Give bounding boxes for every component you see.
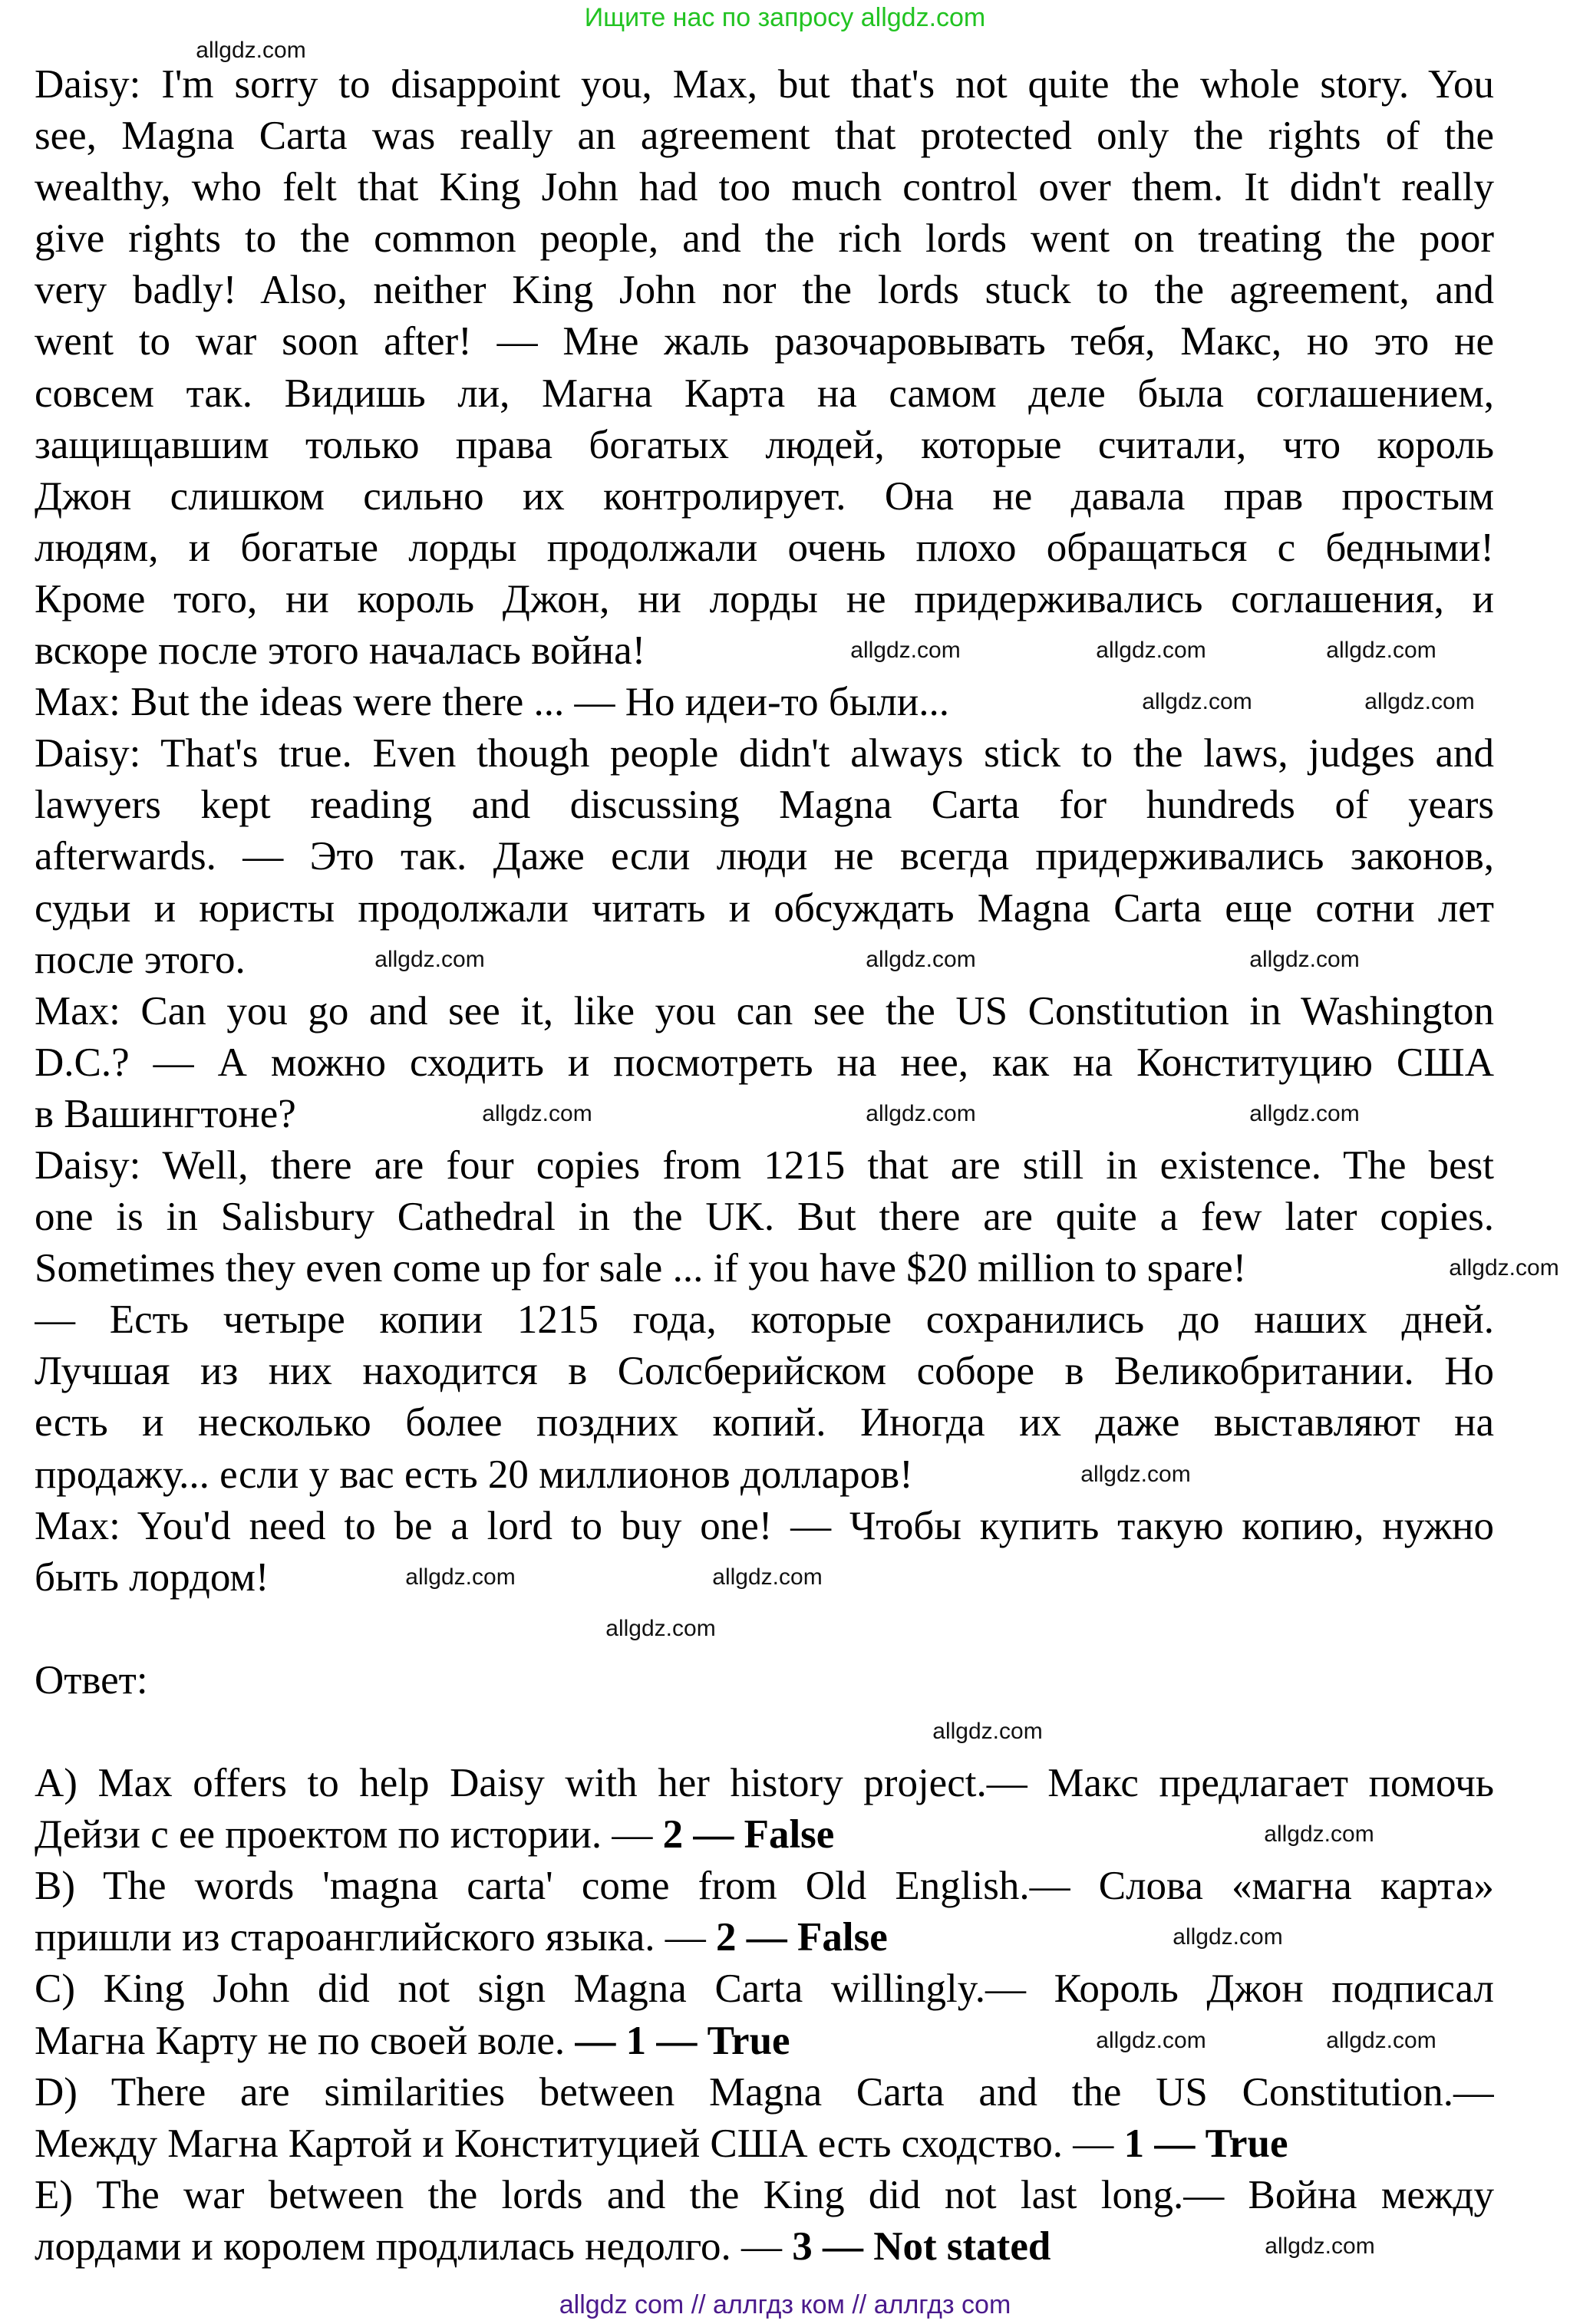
watermark: allgdz.com <box>1264 1821 1374 1847</box>
text-line: после этого. <box>35 937 246 982</box>
text-line: went to war soon after! — Мне жаль разочаровывать тебя, Макс, но это не <box>35 319 1494 364</box>
text-line: в Вашингтоне? <box>35 1091 296 1136</box>
answer-item-e-question: E) The war between the lords and the King did not last long.— Война между <box>35 2172 1494 2217</box>
watermark: allgdz.com <box>1249 947 1360 972</box>
answer-result: 2 — False <box>716 1915 888 1960</box>
answer-result: 1 — True <box>1123 2121 1288 2166</box>
text-line: продажу... если у вас есть 20 миллионов долларов! <box>35 1452 913 1497</box>
watermark: allgdz.com <box>1326 638 1436 663</box>
watermark: allgdz.com <box>1173 1924 1283 1950</box>
watermark: allgdz.com <box>196 38 306 63</box>
text-line: D.C.? — А можно сходить и посмотреть на нее, как на Конституцию США <box>35 1040 1494 1085</box>
watermark: allgdz.com <box>605 1616 716 1641</box>
answer-result: 2 — False <box>662 1812 835 1858</box>
answer-text: пришли из староанглийского языка. — <box>35 1915 717 1960</box>
blank-line <box>35 1706 1494 1758</box>
watermark: allgdz.com <box>1142 689 1252 714</box>
answer-item-d-question: D) There are similarities between Magna Carta and the US Constitution.— <box>35 2069 1494 2115</box>
answer-text: Между Магна Картой и Конституцией США есть сходство. — <box>35 2121 1124 2166</box>
watermark: allgdz.com <box>1265 2233 1375 2259</box>
answer-item-d-answer <box>35 2118 1494 2170</box>
text-line: Max: But the ideas were there ... — Но идеи-то были... <box>35 680 949 725</box>
text-line: есть и несколько более поздних копий. Иногда их даже выставляют на <box>35 1400 1494 1445</box>
answer-result: 3 — Not stated <box>792 2223 1051 2269</box>
text-line: Daisy: Well, there are four copies from 1215 that are still in existence. The best <box>35 1142 1494 1188</box>
text-line: lawyers kept reading and discussing Magna Carta for hundreds of years <box>35 783 1494 828</box>
text-line: Max: You'd need to be a lord to buy one! — Чтобы купить такую копию, нужно <box>35 1503 1494 1548</box>
text-line: Кроме того, ни король Джон, ни лорды не придерживались соглашения, и <box>35 576 1494 621</box>
text-line: защищавшим только права богатых людей, которые считали, что король <box>35 422 1494 467</box>
search-banner: Ищите нас по запросу allgdz.com <box>584 3 986 32</box>
answer-item-c-answer <box>35 2016 1494 2067</box>
text-line: give rights to the common people, and the rich lords went on treating the poor <box>35 216 1494 262</box>
text-line: людям, и богатые лорды продолжали очень плохо обращаться с бедными! <box>35 525 1494 570</box>
text-line: see, Magna Carta was really an agreement that protected only the rights of the <box>35 114 1494 159</box>
watermark: allgdz.com <box>1326 2028 1436 2053</box>
text-line: very badly! Also, neither King John nor the lords stuck to the agreement, and <box>35 268 1494 313</box>
watermark: allgdz.com <box>866 1101 976 1126</box>
watermark: allgdz.com <box>850 638 961 663</box>
blank-line <box>35 1604 1494 1655</box>
text-line: wealthy, who felt that King John had too much control over them. It didn't really <box>35 165 1494 210</box>
watermark: allgdz.com <box>1096 2028 1206 2053</box>
text-line: Sometimes they even come up for sale ... if you have $20 million to spare! <box>35 1246 1247 1291</box>
text-line: быть лордом! <box>35 1554 269 1600</box>
watermark: allgdz.com <box>482 1101 592 1126</box>
watermark: allgdz.com <box>932 1719 1043 1744</box>
text-line: one is in Salisbury Cathedral in the UK. But there are quite a few later copies. <box>35 1195 1494 1240</box>
watermark: allgdz.com <box>405 1564 516 1590</box>
text-line: вскоре после этого началась война! <box>35 628 646 674</box>
text-line: — Есть четыре копии 1215 года, которые сохранились до наших дней. <box>35 1297 1494 1343</box>
text-line: Daisy: That's true. Even though people didn't always stick to the laws, judges and <box>35 731 1494 776</box>
text-line: Max: Can you go and see it, like you can see the US Constitution in Washington <box>35 988 1494 1033</box>
answer-item-a-question: A) Max offers to help Daisy with her history project.— Макс предлагает помочь <box>35 1761 1494 1806</box>
answer-label: Ответ: <box>35 1657 148 1703</box>
watermark: allgdz.com <box>374 947 485 972</box>
watermark: allgdz.com <box>1249 1101 1360 1126</box>
answer-result: — 1 — True <box>575 2018 790 2063</box>
text-line: afterwards. — Это так. Даже если люди не всегда придерживались законов, <box>35 834 1494 879</box>
watermark: allgdz.com <box>1096 638 1206 663</box>
answer-item-b-question: B) The words 'magna carta' come from Old English.— Слова «магна карта» <box>35 1864 1494 1909</box>
answer-text: лордами и королем продлилась недолго. — <box>35 2223 793 2269</box>
watermark: allgdz.com <box>1080 1462 1191 1487</box>
answer-text: Магна Карту не по своей воле. <box>35 2018 576 2063</box>
answer-text: Дейзи с ее проектом по истории. — <box>35 1812 663 1858</box>
watermark: allgdz.com <box>1364 689 1475 714</box>
text-line: совсем так. Видишь ли, Магна Карта на самом деле была соглашением, <box>35 371 1494 416</box>
text-line: судьи и юристы продолжали читать и обсуждать Magna Carta еще сотни лет <box>35 885 1494 931</box>
watermark: allgdz.com <box>1449 1255 1559 1281</box>
answer-item-c-question: C) King John did not sign Magna Carta willingly.— Король Джон подписал <box>35 1966 1494 2012</box>
watermark: allgdz.com <box>866 947 976 972</box>
text-line: Лучшая из них находится в Солсберийском соборе в Великобритании. Но <box>35 1349 1494 1394</box>
text-line: Daisy: I'm sorry to disappoint you, Max, but that's not quite the whole story. You <box>35 62 1494 107</box>
footer-links: allgdz com // аллгдз ком // аллгдз com <box>559 2290 1011 2319</box>
text-line: Джон слишком сильно их контролирует. Она не давала прав простым <box>35 473 1494 519</box>
watermark: allgdz.com <box>712 1564 823 1590</box>
